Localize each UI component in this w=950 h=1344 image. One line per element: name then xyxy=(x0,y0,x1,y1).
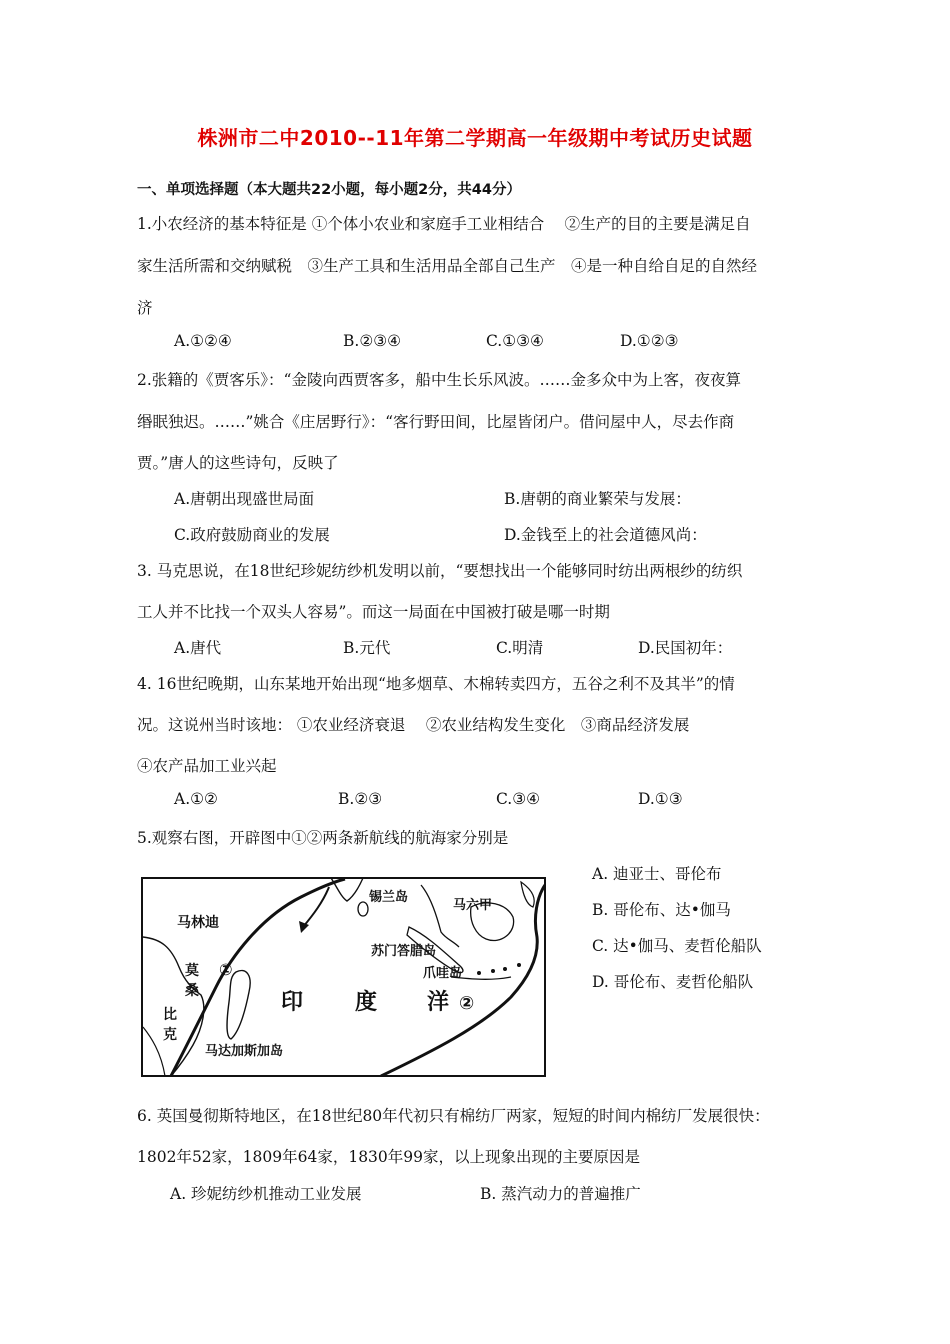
q1-option-d: D.①②③ xyxy=(620,332,679,350)
q4-option-c: C.③④ xyxy=(496,790,541,808)
q3-line-2: 工人并不比找一个双头人容易”。而这一局面在中国被打破是哪一时期 xyxy=(137,603,610,621)
q3-option-d: D.民国初年： xyxy=(638,639,733,657)
q4-line-3: ④农产品加工业兴起 xyxy=(137,757,277,775)
q6-line-1: 6. 英国曼彻斯特地区，在18世纪80年代初只有棉纺厂两家，短短的时间内棉纺厂发展很快： xyxy=(137,1107,770,1125)
q5-option-a: A. 迪亚士、哥伦布 xyxy=(592,865,722,883)
q6-line-2: 1802年52家，1809年64家，1830年99家，以上现象出现的主要原因是 xyxy=(137,1148,641,1166)
q4-option-b: B.②③ xyxy=(338,790,383,808)
q1-line-3: 济 xyxy=(137,299,153,317)
label-ocean-3: 洋 xyxy=(427,990,450,1015)
label-mozambique-2: 桑 xyxy=(185,983,199,999)
q1-option-a: A.①②④ xyxy=(174,332,232,350)
label-madagascar: 马达加斯加岛 xyxy=(205,1044,284,1059)
q5-option-d: D. 哥伦布、麦哲伦船队 xyxy=(592,973,754,991)
label-route-2: ② xyxy=(459,993,475,1014)
label-malacca: 马六甲 xyxy=(453,898,493,913)
q4-line-1: 4. 16世纪晚期，山东某地开始出现“地多烟草、木棉转卖四方，五谷之利不及其半”的情 xyxy=(137,675,735,693)
q3-option-c: C.明清 xyxy=(496,639,544,657)
q6-option-a: A. 珍妮纺纱机推动工业发展 xyxy=(170,1185,362,1203)
label-malindi: 马林迪 xyxy=(177,915,219,931)
q4-line-2: 况。这说州当时该地： ①农业经济衰退 ②农业结构发生变化 ③商品经济发展 xyxy=(137,716,690,734)
q2-line-3: 贾。”唐人的这些诗句，反映了 xyxy=(137,454,339,472)
q5-option-b: B. 哥伦布、达•伽马 xyxy=(592,901,731,919)
q3-line-1: 3. 马克思说，在18世纪珍妮纺纱机发明以前，“要想找出一个能够同时纺出两根纱的纺织 xyxy=(137,562,743,580)
section-heading: 一、单项选择题（本大题共22小题，每小题2分，共44分） xyxy=(137,182,521,198)
q3-option-b: B.元代 xyxy=(343,639,391,657)
q3-option-a: A.唐代 xyxy=(174,639,222,657)
q1-line-2: 家生活所需和交纳赋税 ③生产工具和生活用品全部自己生产 ④是一种自给自足的自然经 xyxy=(137,257,758,275)
q1-line-1: 1.小农经济的基本特征是 ①个体小农业和家庭手工业相结合 ②生产的目的主要是满足自 xyxy=(137,215,751,233)
q1-option-c: C.①③④ xyxy=(486,332,544,350)
q2-line-2: 缗眠独迟。……”姚合《庄居野行》：“客行野田间，比屋皆闭户。借问屋中人，尽去作商 xyxy=(137,413,735,431)
label-route-1: ① xyxy=(219,960,233,979)
q6-option-b: B. 蒸汽动力的普遍推广 xyxy=(480,1185,641,1203)
label-bik-1: 比 xyxy=(163,1007,177,1023)
q2-option-a: A.唐朝出现盛世局面 xyxy=(174,490,315,508)
q1-option-b: B.②③④ xyxy=(343,332,402,350)
q2-option-c: C.政府鼓励商业的发展 xyxy=(174,526,330,544)
exam-title: 株洲市二中2010--11年第二学期高一年级期中考试历史试题 xyxy=(197,126,753,150)
q5-stem: 5.观察右图，开辟图中①②两条新航线的航海家分别是 xyxy=(137,829,509,847)
q2-option-d: D.金钱至上的社会道德风尚： xyxy=(504,526,707,544)
label-java: 爪哇岛 xyxy=(423,966,463,981)
label-mozambique-1: 莫 xyxy=(185,963,199,979)
q2-line-1: 2.张籍的《贾客乐》：“金陵向西贾客多，船中生长乐风波。……金多众中为上客，夜夜算 xyxy=(137,371,741,389)
indian-ocean-route-map xyxy=(141,877,546,1077)
label-ocean-1: 印 xyxy=(281,990,304,1015)
q5-option-c: C. 达•伽马、麦哲伦船队 xyxy=(592,937,762,955)
q2-option-b: B.唐朝的商业繁荣与发展： xyxy=(504,490,691,508)
label-bik-2: 克 xyxy=(163,1027,177,1043)
label-sumatra: 苏门答腊岛 xyxy=(371,944,437,959)
q4-option-d: D.①③ xyxy=(638,790,683,808)
label-ocean-2: 度 xyxy=(355,990,378,1015)
label-ceylon: 锡兰岛 xyxy=(369,890,409,905)
q4-option-a: A.①② xyxy=(174,790,218,808)
